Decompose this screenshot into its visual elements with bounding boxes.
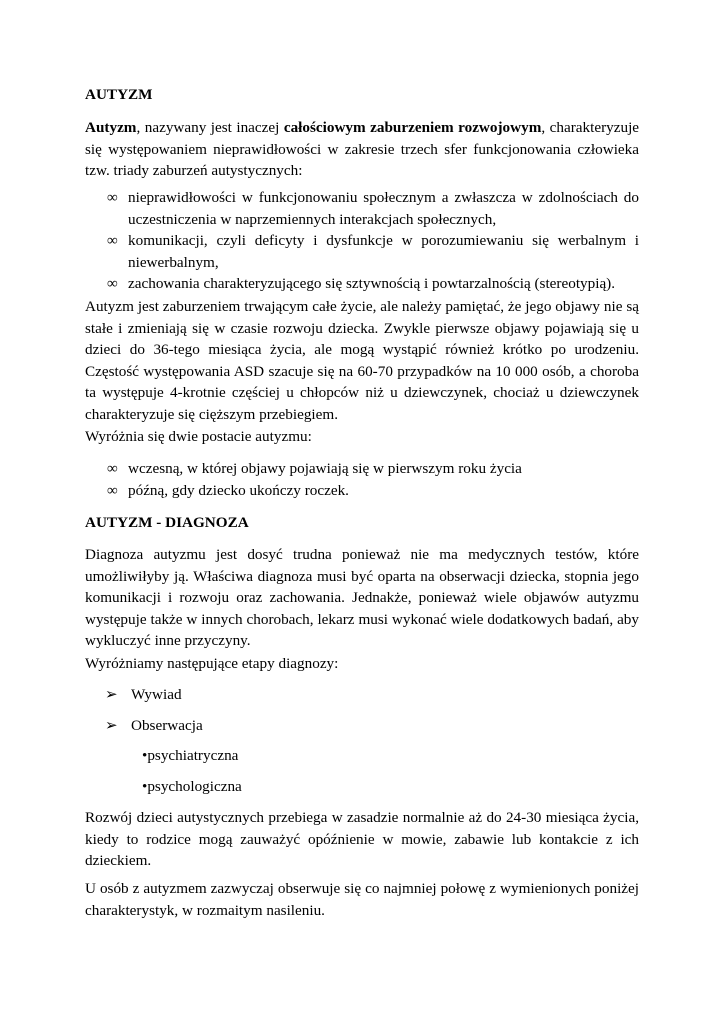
list-item <box>85 230 639 273</box>
triad-list <box>85 187 639 295</box>
list-item <box>85 187 639 230</box>
observation-type-psychological: •psychologiczna <box>142 778 242 795</box>
forms-list <box>85 458 639 501</box>
lifelong-disorder-paragraph: Autyzm jest zaburzeniem trwającym całe życie, ale należy pamiętać, że jego objawy nie są stałe i zmieniają się w czasie rozwoju dziecka. Zwykle pierwsze objawy pojawiają się u dzieci do 36-tego miesiąca życia, ale mogą wystąpić również krótko po urodzeniu. Częstość występowania ASD szacuje się na 60-70 przypadków na 10 000 osób, a choroba ta występuje 4-krotnie częściej u chłopców niż u dziewczynek, chociaż u dziewczynek charakteryzuje się cięższym przebiegiem. <box>85 298 639 423</box>
intro-paragraph <box>85 117 639 182</box>
stage-label: Obserwacja <box>131 717 203 734</box>
term-pervasive-disorder: całościowym zaburzeniem rozwojowym <box>283 119 542 136</box>
list-item-text: późną, gdy dziecko ukończy roczek. <box>128 481 349 499</box>
list-item-text: komunikacji, czyli deficyty i dysfunkcje w porozumiewaniu się werbalnym i niewerbalnym, <box>128 232 639 271</box>
infinity-bullet-icon: ∞ <box>107 275 118 292</box>
diagnosis-paragraph: Diagnoza autyzmu jest dosyć trudna ponieważ nie ma medycznych testów, które umożliwiłyby ją. Właściwa diagnoza musi być oparta na obserwacji dziecka, stopnia jego komunikacji i rozwoju oraz zachowania. Jednakże, ponieważ wiele objawów autyzmu występuje także w innych chorobach, lekarz musi wykonać wiele dodatkowych badań, aby wykluczyć inne przyczyny. <box>85 546 639 649</box>
list-item <box>85 480 639 502</box>
list-item <box>85 273 639 295</box>
section-heading-autyzm: AUTYZM <box>85 86 153 103</box>
arrow-bullet-icon: ➢ <box>105 686 118 703</box>
arrow-bullet-icon: ➢ <box>105 717 118 734</box>
list-item-text: zachowania charakteryzującego się sztywnością i powtarzalnością (stereotypią). <box>128 275 616 292</box>
infinity-bullet-icon: ∞ <box>107 481 118 499</box>
list-item <box>85 458 639 480</box>
term-autyzm: Autyzm <box>85 119 137 136</box>
intro-text-1: , nazywany jest inaczej <box>136 119 284 136</box>
stage-label: Wywiad <box>131 686 182 703</box>
development-paragraph: Rozwój dzieci autystycznych przebiega w zasadzie normalnie aż do 24-30 miesiąca życia, kiedy to rodzice mogą zauważyć opóźnienie w mowie, zabawie lub kontakcie z ich dzieckiem. <box>85 809 639 869</box>
infinity-bullet-icon: ∞ <box>107 232 118 249</box>
characteristics-paragraph: U osób z autyzmem zazwyczaj obserwuje się co najmniej połowę z wymienionych poniżej charakterystyk, w rozmaitym nasileniu. <box>85 880 639 919</box>
stages-intro: Wyróżniamy następujące etapy diagnozy: <box>85 655 339 672</box>
forms-intro: Wyróżnia się dwie postacie autyzmu: <box>85 428 312 445</box>
intro-text-2: , charakteryzuje się występowaniem nieprawidłowości w zakresie trzech sfer funkcjonowania człowieka tzw. triady zaburzeń autystycznych: <box>85 119 640 179</box>
section-heading-diagnoza: AUTYZM - DIAGNOZA <box>85 514 249 531</box>
infinity-bullet-icon: ∞ <box>107 189 118 206</box>
observation-type-psychiatric: •psychiatryczna <box>142 747 239 764</box>
list-item-text: nieprawidłowości w funkcjonowaniu społecznym a zwłaszcza w zdolnościach do uczestniczenia w naprzemiennych interakcjach społecznych, <box>128 189 639 228</box>
infinity-bullet-icon: ∞ <box>107 460 118 477</box>
list-item-text: wczesną, w której objawy pojawiają się w pierwszym roku życia <box>128 460 522 477</box>
